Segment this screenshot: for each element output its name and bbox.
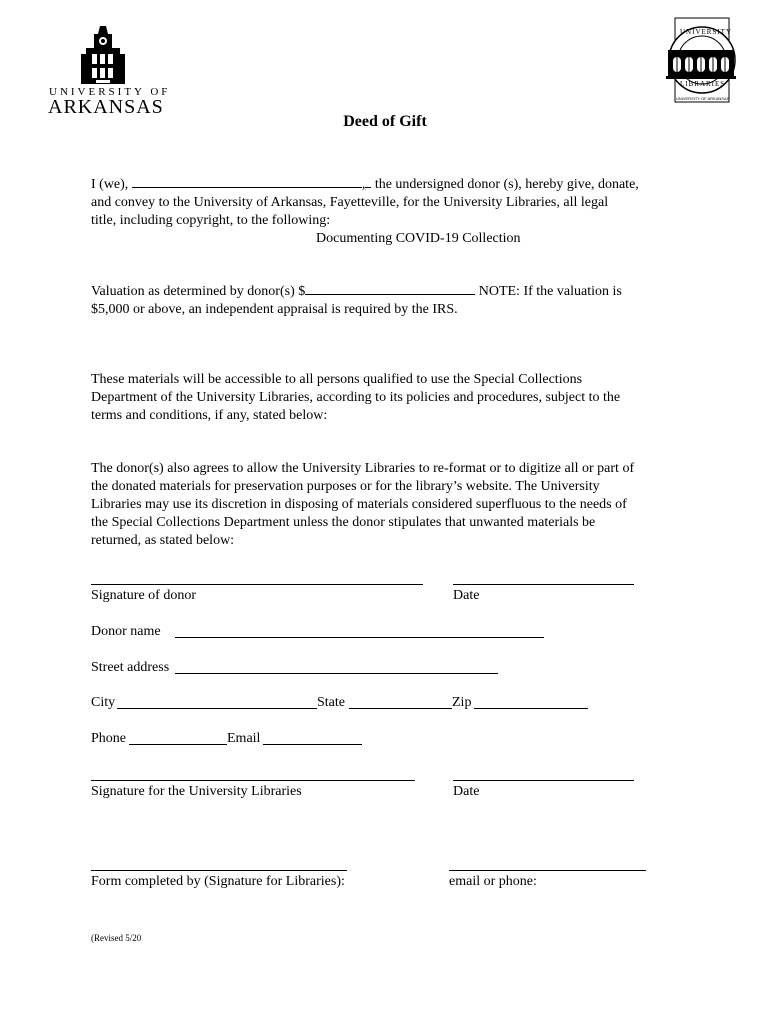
reformat-line2: the donated materials for preservation purposes or for the library’s website. The University bbox=[91, 479, 600, 494]
seal-text-libraries: LIBRARIES bbox=[680, 80, 726, 88]
university-libraries-seal bbox=[664, 16, 738, 104]
access-line1: These materials will be accessible to all persons qualified to use the Special Collections bbox=[91, 372, 583, 387]
email-or-phone-label: email or phone: bbox=[449, 874, 537, 889]
libraries-date-line[interactable] bbox=[453, 780, 634, 781]
email-label: Email bbox=[227, 731, 261, 746]
date-label-1: Date bbox=[453, 588, 480, 603]
phone-label: Phone bbox=[91, 731, 126, 746]
zip-field[interactable] bbox=[474, 708, 588, 709]
city-label: City bbox=[91, 695, 116, 710]
donor-date-line[interactable] bbox=[453, 584, 634, 585]
state-label: State bbox=[317, 695, 345, 710]
reformat-line3: Libraries may use its discretion in disposing of materials considered superfluous to the needs of bbox=[91, 497, 627, 512]
reformat-line1: The donor(s) also agrees to allow the University Libraries to re-format or to digitize all or part of bbox=[91, 461, 635, 476]
donor-name-blank-line[interactable] bbox=[132, 175, 362, 188]
donor-signature-line[interactable] bbox=[91, 584, 423, 585]
intro-line2: and convey to the University of Arkansas, Fayetteville, for the University Libraries, all legal bbox=[91, 195, 609, 210]
form-completed-by-line[interactable] bbox=[91, 870, 347, 871]
email-or-phone-line[interactable] bbox=[449, 870, 646, 871]
access-line2: Department of the University Libraries, according to its policies and procedures, subject to the bbox=[91, 390, 621, 405]
signature-libraries-label: Signature for the University Libraries bbox=[91, 784, 302, 799]
seal-caption: UNIVERSITY OF ARKANSAS bbox=[676, 96, 730, 101]
seal-text-university: UNIVERSITY bbox=[680, 28, 732, 36]
revision-note: (Revised 5/20 bbox=[91, 933, 142, 943]
street-address-label: Street address bbox=[91, 660, 170, 675]
logo-text-university-of: UNIVERSITY OF bbox=[49, 86, 171, 98]
university-of-arkansas-logo bbox=[46, 24, 171, 118]
valuation-paragraph bbox=[91, 282, 681, 319]
date-label-2: Date bbox=[453, 784, 480, 799]
form-completed-by-label: Form completed by (Signature for Libraries): bbox=[91, 874, 345, 889]
intro-comma: , bbox=[361, 177, 366, 192]
city-field[interactable] bbox=[117, 708, 317, 709]
reformat-line5: returned, as stated below: bbox=[91, 533, 235, 548]
street-address-field[interactable] bbox=[175, 673, 498, 674]
reformat-paragraph bbox=[91, 460, 681, 550]
reformat-line4: the Special Collections Department unless the donor stipulates that unwanted materials be bbox=[91, 515, 596, 530]
signature-of-donor-label: Signature of donor bbox=[91, 588, 196, 603]
page-title: Deed of Gift bbox=[343, 113, 427, 130]
zip-label: Zip bbox=[452, 695, 472, 710]
email-field[interactable] bbox=[263, 744, 362, 745]
intro-line3: title, including copyright, to the following: bbox=[91, 213, 331, 228]
collection-name: Documenting COVID-19 Collection bbox=[316, 231, 521, 246]
donor-name-label: Donor name bbox=[91, 624, 161, 639]
access-paragraph bbox=[91, 371, 681, 425]
valuation-line2: $5,000 or above, an independent appraisal is required by the IRS. bbox=[91, 302, 458, 317]
old-main-tower-icon bbox=[46, 24, 160, 86]
valuation-note: NOTE: If the valuation is bbox=[475, 284, 622, 299]
intro-paragraph bbox=[91, 175, 681, 248]
state-field[interactable] bbox=[349, 708, 452, 709]
access-line3: terms and conditions, if any, stated below: bbox=[91, 408, 328, 423]
valuation-amount-blank-line[interactable] bbox=[305, 282, 475, 295]
donor-name-field[interactable] bbox=[175, 637, 544, 638]
phone-field[interactable] bbox=[129, 744, 227, 745]
valuation-prefix: Valuation as determined by donor(s) $ bbox=[91, 284, 306, 299]
intro-rest-line1: the undersigned donor (s), hereby give, donate, bbox=[371, 177, 639, 192]
libraries-signature-line[interactable] bbox=[91, 780, 415, 781]
logo-text-arkansas: ARKANSAS bbox=[48, 96, 164, 118]
intro-prefix: I (we), bbox=[91, 177, 132, 192]
